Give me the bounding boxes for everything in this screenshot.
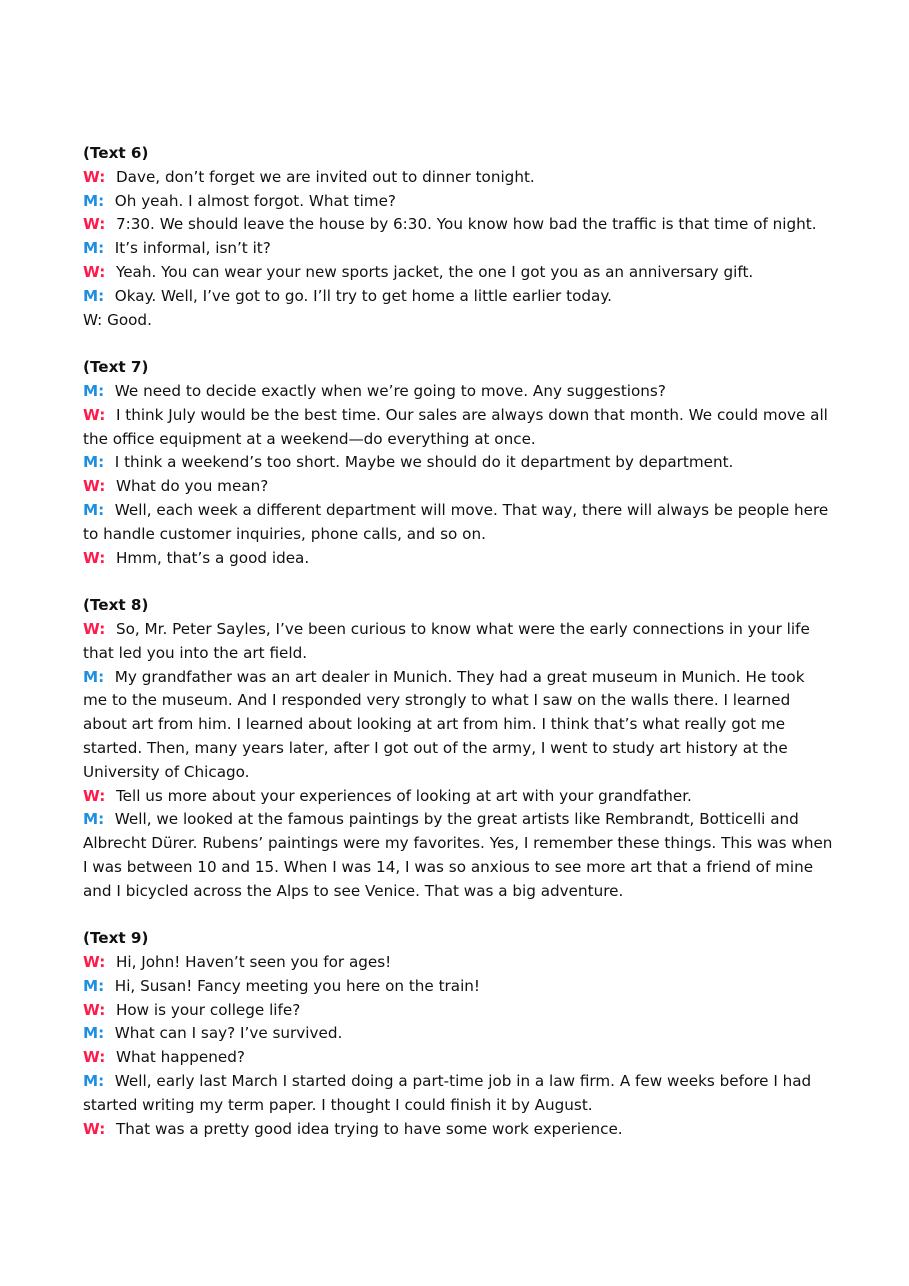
section-title: (Text 8)	[83, 596, 149, 615]
woman-speaker-label: W:	[83, 405, 116, 424]
dialogue-line	[83, 380, 833, 404]
woman-speaker-label: W:	[83, 1000, 116, 1019]
man-speaker-label: M:	[83, 453, 115, 472]
section-spacer	[83, 904, 833, 928]
dialogue-line	[83, 975, 833, 999]
man-speaker-label: M:	[83, 191, 115, 210]
woman-speaker-label: W:	[83, 477, 116, 496]
dialogue-line	[83, 166, 833, 190]
dialogue-line	[83, 785, 833, 809]
dialogue-text: Well, early last March I started doing a part-time job in a law firm. A few weeks before I had started writing my term paper. I thought I could finish it by August.	[83, 1072, 812, 1114]
section-title: (Text 9)	[83, 929, 149, 948]
dialogue-text: 7:30. We should leave the house by 6:30. You know how bad the traffic is that time of night.	[115, 215, 817, 234]
dialogue-line	[83, 1070, 833, 1118]
dialogue-text: We need to decide exactly when we’re going to move. Any suggestions?	[114, 381, 666, 400]
section-title: (Text 7)	[83, 358, 149, 377]
dialogue-text: What do you mean?	[115, 477, 269, 496]
dialogue-line	[83, 1046, 833, 1070]
dialogue-line	[83, 190, 833, 214]
dialogue-text: Dave, don’t forget we are invited out to dinner tonight.	[115, 167, 535, 186]
man-speaker-label: M:	[83, 810, 115, 829]
man-speaker-label: M:	[83, 976, 115, 995]
dialogue-line	[83, 237, 833, 261]
dialogue-line	[83, 1022, 833, 1046]
dialogue-line	[83, 618, 833, 666]
dialogue-line	[83, 261, 833, 285]
man-speaker-label: M:	[83, 500, 115, 519]
dialogue-section	[83, 142, 833, 332]
woman-speaker-label: W:	[83, 953, 116, 972]
dialogue-text: Tell us more about your experiences of looking at art with your grandfather.	[115, 786, 692, 805]
dialogue-section	[83, 594, 833, 903]
document-page	[83, 142, 833, 1141]
dialogue-text: Oh yeah. I almost forgot. What time?	[114, 191, 396, 210]
woman-speaker-label: W:	[83, 786, 116, 805]
dialogue-section	[83, 927, 833, 1141]
woman-speaker-label: W:	[83, 1048, 116, 1067]
dialogue-text: My grandfather was an art dealer in Munich. They had a great museum in Munich. He took me to the museum. And I responded very strongly to what I saw on the walls there. I learned about art from him. I learned about looking at art from him. I think that’s what really got me started. Then, many years later, after I got out of the army, I went to study art history at the University of Chicago.	[83, 667, 805, 781]
dialogue-text: W: Good.	[83, 310, 152, 329]
man-speaker-label: M:	[83, 667, 115, 686]
dialogue-text: Yeah. You can wear your new sports jacket, the one I got you as an anniversary gift.	[115, 262, 754, 281]
dialogue-line	[83, 404, 833, 452]
woman-speaker-label: W:	[83, 167, 116, 186]
dialogue-text: So, Mr. Peter Sayles, I’ve been curious to know what were the early connections in your life that led you into the art field.	[83, 619, 810, 662]
dialogue-line	[83, 666, 833, 785]
man-speaker-label: M:	[83, 1072, 115, 1091]
dialogue-text: Hi, Susan! Fancy meeting you here on the train!	[114, 976, 481, 995]
woman-speaker-label: W:	[83, 1119, 116, 1138]
woman-speaker-label: W:	[83, 619, 116, 638]
dialogue-text: Well, we looked at the famous paintings by the great artists like Rembrandt, Botticelli and Albrecht Dürer. Rubens’ paintings were my favorites. Yes, I remember these things. This was when I was between 10 and 15. When I was 14, I was so anxious to see more art that a friend of mine and I bicycled across the Alps to see Venice. That was a big adventure.	[83, 810, 833, 900]
woman-speaker-label: W:	[83, 215, 116, 234]
dialogue-text: I think July would be the best time. Our sales are always down that month. We could move all the office equipment at a weekend—do everything at once.	[83, 405, 828, 448]
dialogue-line	[83, 475, 833, 499]
dialogue-text: Hmm, that’s a good idea.	[115, 548, 310, 567]
dialogue-line	[83, 309, 833, 333]
dialogue-line	[83, 951, 833, 975]
dialogue-text: It’s informal, isn’t it?	[114, 239, 271, 258]
dialogue-text: That was a pretty good idea trying to have some work experience.	[115, 1119, 623, 1138]
dialogue-line	[83, 547, 833, 571]
dialogue-text: How is your college life?	[115, 1000, 301, 1019]
dialogue-text: What can I say? I’ve survived.	[114, 1024, 343, 1043]
dialogue-line	[83, 808, 833, 903]
section-spacer	[83, 570, 833, 594]
dialogue-text: Hi, John! Haven’t seen you for ages!	[115, 953, 392, 972]
dialogue-line	[83, 999, 833, 1023]
woman-speaker-label: W:	[83, 262, 116, 281]
dialogue-line	[83, 285, 833, 309]
dialogue-text: Well, each week a different department will move. That way, there will always be people here to handle customer inquiries, phone calls, and so on.	[83, 500, 829, 543]
section-title: (Text 6)	[83, 144, 149, 162]
man-speaker-label: M:	[83, 1024, 115, 1043]
man-speaker-label: M:	[83, 286, 115, 305]
section-spacer	[83, 332, 833, 356]
dialogue-text: Okay. Well, I’ve got to go. I’ll try to get home a little earlier today.	[114, 286, 612, 305]
dialogue-line	[83, 499, 833, 547]
dialogue-line	[83, 1118, 833, 1142]
dialogue-line	[83, 451, 833, 475]
man-speaker-label: M:	[83, 239, 115, 258]
dialogue-text: I think a weekend’s too short. Maybe we should do it department by department.	[114, 453, 734, 472]
man-speaker-label: M:	[83, 381, 115, 400]
dialogue-line	[83, 213, 833, 237]
dialogue-text: What happened?	[115, 1048, 245, 1067]
woman-speaker-label: W:	[83, 548, 116, 567]
dialogue-section	[83, 356, 833, 570]
